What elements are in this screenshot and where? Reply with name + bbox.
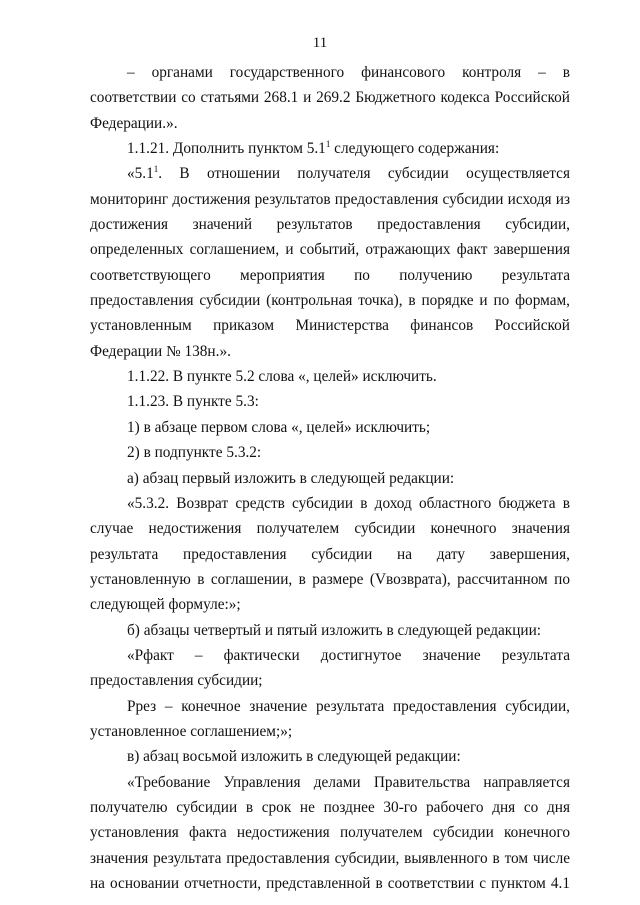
paragraph-1-1-21-before: 1.1.21. Дополнить пунктом 5.1 (127, 140, 326, 158)
paragraph-5-1-1-superscript: 1 (153, 164, 159, 175)
document-body (90, 60, 570, 896)
paragraph-1-1-21-superscript: 1 (325, 139, 331, 150)
paragraph-item-2: 2) в подпункте 5.3.2: (127, 444, 262, 462)
page-number: 11 (312, 35, 328, 51)
paragraph-rrez: Ррез – конечное значение результата предоставления субсидии, установленное соглашением;»; (90, 697, 570, 740)
paragraph-1-1-21 (90, 136, 570, 161)
paragraph-control-bodies: – органами государственного финансового контроля – в соответствии со статьями 268.1 и 269.2 Бюджетного кодекса Российской Федерации.». (90, 64, 570, 132)
paragraph-requirement: «Требование Управления делами Правительства направляется получателю субсидии в срок не позднее 30-го рабочего дня со дня установления факта недостижения получателем субсидии конечного значения результата предоставления субсидии, выявленного в том числе на основании отчетности, представленной в соответствии с пунктом 4.1 (90, 773, 570, 892)
paragraph-5-1-1-after: . В отношении получателя субсидии осуществляется мониторинг достижения результатов предоставления субсидии исходя из достижения значений результатов предоставления субсидии, определенных соглашением, и событий, отражающих факт завершения соответствующего мероприятия по получению результата предоставления субсидии (контрольная точка), в порядке и по формам, установленным приказом Министерства финансов Российской Федерации № 138н.». (90, 165, 570, 360)
paragraph-1-1-23: 1.1.23. В пункте 5.3: (127, 393, 259, 411)
paragraph-5-1-1-before: «5.1 (127, 165, 154, 183)
paragraph-5-1-1 (90, 161, 570, 364)
paragraph-item-b: б) абзацы четвертый и пятый изложить в следующей редакции: (127, 621, 542, 639)
paragraph-5-3-2: «5.3.2. Возврат средств субсидии в доход областного бюджета в случае недостижения получателем субсидии конечного значения результата предоставления субсидии на дату завершения, установленную в соглашении, в размере (Vвозврата), рассчитанном по следующей формуле:»; (90, 494, 570, 614)
paragraph-1-1-21-after: следующего содержания: (330, 140, 500, 158)
paragraph-item-a: а) абзац первый изложить в следующей редакции: (127, 469, 455, 487)
paragraph-1-1-22: 1.1.22. В пункте 5.2 слова «, целей» исключить. (127, 368, 437, 386)
paragraph-item-v: в) абзац восьмой изложить в следующей редакции: (127, 748, 461, 766)
paragraph-rfakt: «Рфакт – фактически достигнутое значение результата предоставления субсидии; (90, 646, 570, 690)
paragraph-item-1: 1) в абзаце первом слова «, целей» исключить; (127, 418, 431, 436)
